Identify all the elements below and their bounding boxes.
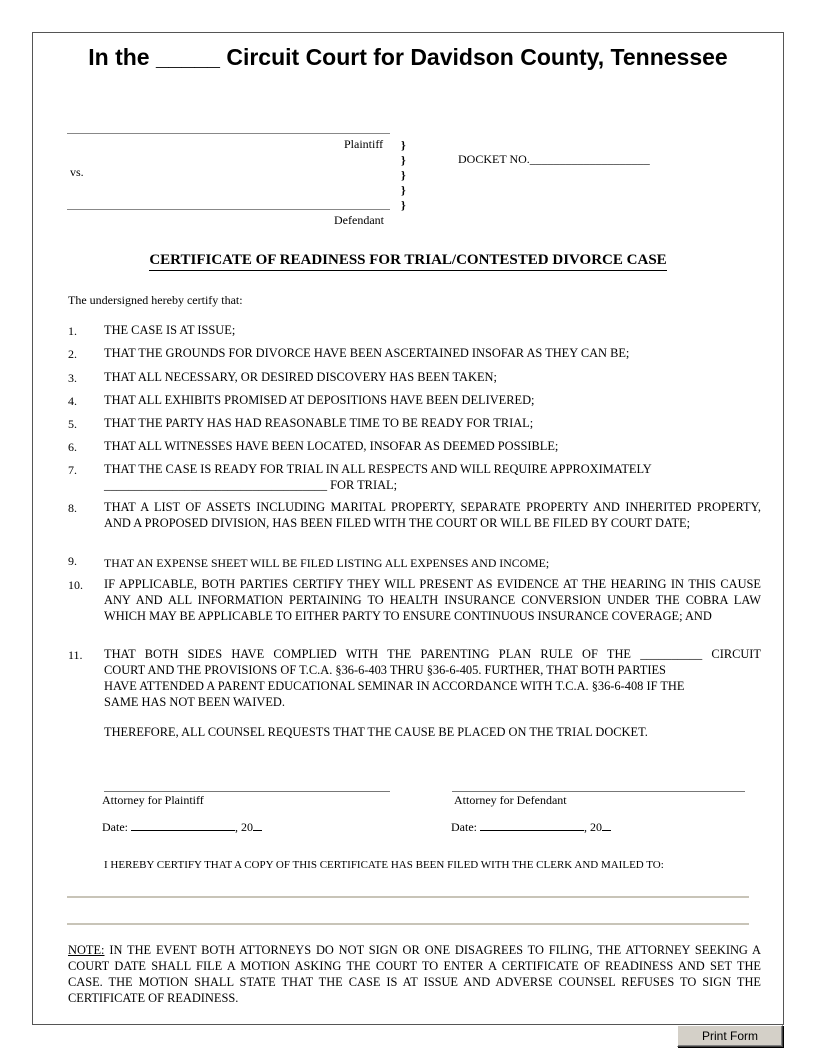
mailing-address-field[interactable] xyxy=(67,923,749,925)
certificate-title xyxy=(32,252,784,269)
caption-brace: } xyxy=(401,138,406,152)
item-number: 8. xyxy=(68,501,77,515)
year-prefix: , 20 xyxy=(584,820,602,834)
defendant-year-field[interactable] xyxy=(602,820,611,831)
item-number: 9. xyxy=(68,554,77,568)
defendant-date-field[interactable] xyxy=(480,820,584,831)
plaintiff-label: Plaintiff xyxy=(344,137,384,151)
item-number: 2. xyxy=(68,347,77,361)
caption-brace: } xyxy=(401,198,406,212)
trial-duration-field[interactable]: ____________________________________ FOR TRIAL; xyxy=(104,478,398,492)
list-item: THAT BOTH SIDES HAVE COMPLIED WITH THE PARENTING PLAN RULE OF THE __________ CIRCUIT xyxy=(104,647,761,661)
list-item: THAT ALL EXHIBITS PROMISED AT DEPOSITIONS HAVE BEEN DELIVERED; xyxy=(104,393,535,407)
list-item: THAT THE GROUNDS FOR DIVORCE HAVE BEEN ASCERTAINED INSOFAR AS THEY CAN BE; xyxy=(104,346,630,360)
list-item: IF APPLICABLE, BOTH PARTIES CERTIFY THEY WILL PRESENT AS EVIDENCE AT THE HEARING IN THIS CAUSE ANY AND ALL INFORMATION PERTAINING TO HEALTH INSURANCE CONVERSION UNDER THE COBRA LAW WHICH MAY BE APPLICABLE TO EITHER PARTY TO ENSURE CONTINUOUS INSURANCE COVERAGE; AND xyxy=(104,577,761,623)
note-paragraph xyxy=(68,942,761,1006)
item-number: 6. xyxy=(68,440,77,454)
certificate-title-text: CERTIFICATE OF READINESS FOR TRIAL/CONTESTED DIVORCE CASE xyxy=(149,252,666,271)
list-item: COURT AND THE PROVISIONS OF T.C.A. §36-6-403 THRU §36-6-405. FURTHER, THAT BOTH PARTIES xyxy=(104,663,666,677)
item-number: 10. xyxy=(68,578,83,592)
note-label: NOTE: xyxy=(68,943,105,957)
plaintiff-attorney-label: Attorney for Plaintiff xyxy=(102,793,204,807)
caption-brace: } xyxy=(401,168,406,182)
page-title: In the _____ Circuit Court for Davidson County, Tennessee xyxy=(88,44,728,70)
item-number: 7. xyxy=(68,463,77,477)
plaintiff-attorney-signature-field[interactable] xyxy=(104,791,390,792)
plaintiff-date-row xyxy=(102,820,262,835)
print-form-button[interactable]: Print Form xyxy=(677,1025,783,1047)
defendant-label: Defendant xyxy=(334,213,384,227)
list-item: THAT ALL NECESSARY, OR DESIRED DISCOVERY HAS BEEN TAKEN; xyxy=(104,370,497,384)
note-text: IN THE EVENT BOTH ATTORNEYS DO NOT SIGN OR ONE DISAGREES TO FILING, THE ATTORNEY SEEKING A COURT DATE SHALL FILE A MOTION ASKING THE COURT TO ENTER A CERTIFICATE OF READINESS AND SET THE CASE. THE MOTION SHALL STATE THAT THE CASE IS AT ISSUE AND ADVERSE COUNSEL REFUSES TO SIGN THE CERTIFICATE OF READINESS. xyxy=(68,943,761,1005)
docket-number-field[interactable]: DOCKET NO.____________________ xyxy=(458,152,650,166)
item-number: 3. xyxy=(68,371,77,385)
caption-brace: } xyxy=(401,183,406,197)
date-label: Date: xyxy=(451,820,477,834)
list-item: THAT ALL WITNESSES HAVE BEEN LOCATED, INSOFAR AS DEEMED POSSIBLE; xyxy=(104,439,559,453)
plaintiff-year-field[interactable] xyxy=(253,820,262,831)
defendant-date-row xyxy=(451,820,611,835)
intro-text: The undersigned hereby certify that: xyxy=(68,293,243,307)
vs-label: vs. xyxy=(70,165,84,179)
list-item: THAT THE CASE IS READY FOR TRIAL IN ALL RESPECTS AND WILL REQUIRE APPROXIMATELY xyxy=(104,462,652,476)
list-item: THAT A LIST OF ASSETS INCLUDING MARITAL PROPERTY, SEPARATE PROPERTY AND INHERITED PROPERTY, AND A PROPOSED DIVISION, HAS BEEN FILED WITH THE COURT OR WILL BE FILED BY COURT DATE; xyxy=(104,500,761,530)
item-number: 1. xyxy=(68,324,77,338)
date-label: Date: xyxy=(102,820,128,834)
mailing-address-field[interactable] xyxy=(67,896,749,898)
list-item: SAME HAS NOT BEEN WAIVED. xyxy=(104,695,285,709)
plaintiff-date-field[interactable] xyxy=(131,820,235,831)
therefore-text: THEREFORE, ALL COUNSEL REQUESTS THAT THE CAUSE BE PLACED ON THE TRIAL DOCKET. xyxy=(104,725,648,739)
list-item: THAT AN EXPENSE SHEET WILL BE FILED LISTING ALL EXPENSES AND INCOME; xyxy=(104,556,550,570)
certify-copy-text: I HEREBY CERTIFY THAT A COPY OF THIS CERTIFICATE HAS BEEN FILED WITH THE CLERK AND MAILED TO: xyxy=(104,859,664,871)
defendant-attorney-signature-field[interactable] xyxy=(452,791,745,792)
list-item: THE CASE IS AT ISSUE; xyxy=(104,323,236,337)
list-item: THAT THE PARTY HAS HAD REASONABLE TIME TO BE READY FOR TRIAL; xyxy=(104,416,534,430)
defendant-attorney-label: Attorney for Defendant xyxy=(454,793,567,807)
defendant-name-field[interactable] xyxy=(67,209,390,210)
item-number: 4. xyxy=(68,394,77,408)
caption-brace: } xyxy=(401,153,406,167)
list-item: HAVE ATTENDED A PARENT EDUCATIONAL SEMINAR IN ACCORDANCE WITH T.C.A. §36-6-408 IF THE xyxy=(104,679,685,693)
year-prefix: , 20 xyxy=(235,820,253,834)
item-number: 11. xyxy=(68,648,83,662)
item-number: 5. xyxy=(68,417,77,431)
plaintiff-name-field[interactable] xyxy=(67,133,390,134)
